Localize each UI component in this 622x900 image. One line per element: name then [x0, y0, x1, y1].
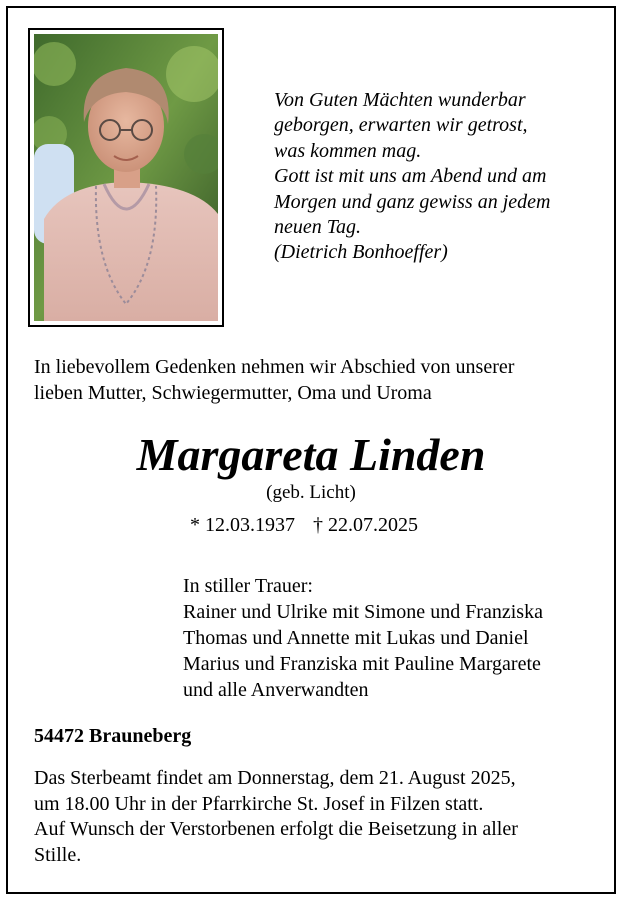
portrait-image	[34, 34, 218, 321]
death-date: † 22.07.2025	[313, 514, 418, 536]
notice-line: um 18.00 Uhr in der Pfarrkirche St. Josef in Filzen statt.	[34, 792, 484, 815]
quote-line: Von Guten Mächten wunderbar	[274, 89, 526, 111]
deceased-name: Margareta Linden	[136, 429, 486, 480]
maiden-name: (geb. Licht)	[266, 482, 356, 503]
mourner-line: und alle Anverwandten	[183, 679, 369, 701]
quote-line: geborgen, erwarten wir getrost,	[274, 114, 528, 137]
quote-line: Gott ist mit uns am Abend und am	[274, 165, 547, 188]
mourners-list	[183, 573, 603, 703]
mourner-line: Thomas und Annette mit Lukas und Daniel	[183, 627, 529, 649]
notice-line: Das Sterbeamt findet am Donnerstag, dem 21. August 2025,	[34, 767, 516, 789]
portrait-photo	[28, 28, 224, 327]
intro-line: In liebevollem Gedenken nehmen wir Abschied von unserer	[34, 356, 515, 378]
quote-line: neuen Tag.	[274, 216, 362, 239]
notice-line: Auf Wunsch der Verstorbenen erfolgt die Beisetzung in aller	[34, 818, 518, 840]
funeral-notice	[34, 766, 604, 868]
quote-line: Morgen und ganz gewiss an jedem	[274, 190, 551, 213]
place-location: 54472 Brauneberg	[34, 725, 192, 747]
quote-line: was kommen mag.	[274, 139, 422, 162]
mourner-line: Marius und Franziska mit Pauline Margarete	[183, 653, 541, 675]
notice-line: Stille.	[34, 843, 82, 866]
life-dates	[190, 512, 418, 538]
quote-author: (Dietrich Bonhoeffer)	[274, 241, 448, 264]
intro-text	[34, 355, 594, 406]
intro-line: lieben Mutter, Schwiegermutter, Oma und Uroma	[34, 381, 432, 404]
bonhoeffer-quote	[274, 88, 604, 266]
mourner-line: Rainer und Ulrike mit Simone und Franziska	[183, 601, 543, 623]
mourners-heading: In stiller Trauer:	[183, 575, 313, 597]
birth-date: * 12.03.1937	[190, 514, 295, 536]
